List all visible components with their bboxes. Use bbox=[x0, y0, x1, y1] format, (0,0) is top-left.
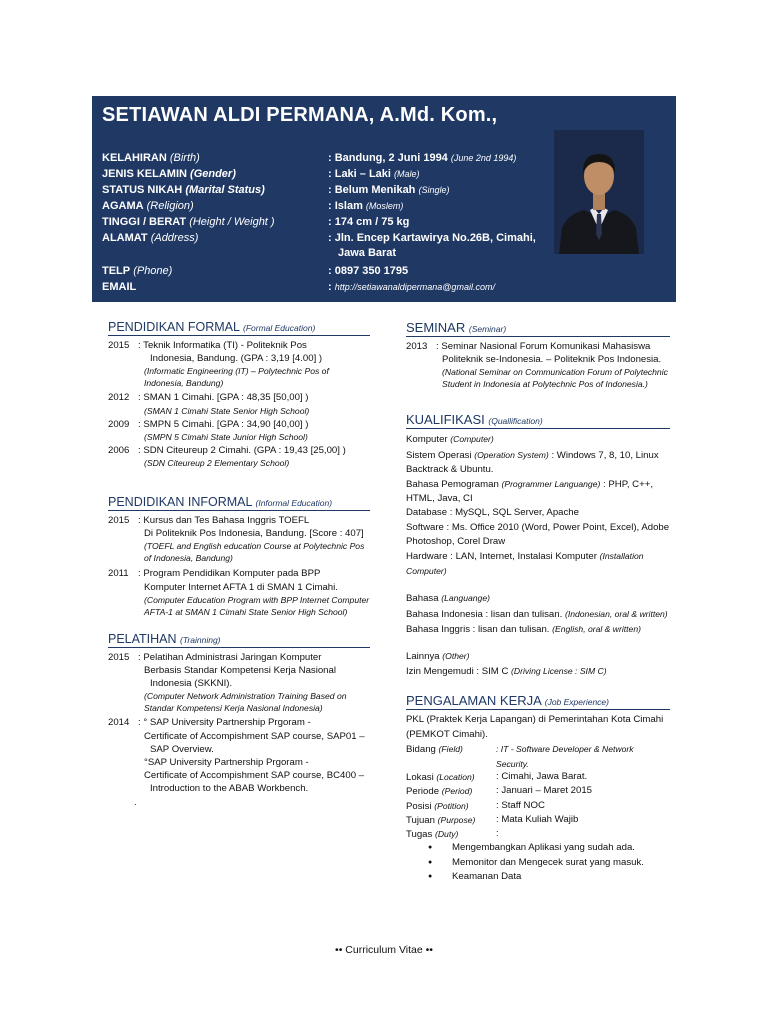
email-link[interactable]: http://setiawanaldipermana@gmail.com/ bbox=[334, 282, 495, 292]
duty-item: ● Mengembangkan Aplikasi yang sudah ada. bbox=[406, 841, 670, 856]
duty-item: ● Memonitor dan Mengecek surat yang masuk. bbox=[406, 856, 670, 871]
language-heading: Bahasa (Languange) bbox=[406, 593, 490, 605]
training-entry: 2015 : Pelatihan Administrasi Jaringan Komputer Berbasis Standar Kompetensi Kerja Nasional Indonesia (SKKNI). (Computer Network Administration Training Based on Standar Kompetensi Kerja Nasional Indonesia) bbox=[108, 651, 347, 714]
right-column bbox=[406, 320, 670, 885]
qualification-item: Database : MySQL, SQL Server, Apache bbox=[406, 507, 579, 519]
formal-entry: 2006 : SDN Citeureup 2 Cimahi. (GPA : 19,43 [25,00] ) (SDN Citeureup 2 Elementary School) bbox=[108, 444, 346, 469]
language-item: Bahasa Inggris : lisan dan tulisan. (English, oral & written) bbox=[406, 623, 641, 635]
header-banner: SETIAWAN ALDI PERMANA, A.Md. Kom., KELAHIRAN (Birth) : Bandung, 2 Juni 1994 (June 2nd 1994) JENIS KELAMIN (Gender) : Laki – Laki (Male) STATUS NIKAH (Marital Status) : Belum Menikah (Single) AGAMA (Religion) : Islam (Moslem) TINGGI / BERAT (Height / Weight ) : 174 cm / 75 kg ALAMAT (Address) : Jln. Encep Kartawirya No.26B, Cimahi, Jawa Barat TELP (Phone) : 0897 350 1795 EMAIL : http://setiawanaldipermana@gmail.com/ bbox=[92, 96, 676, 302]
training-dot: . bbox=[134, 796, 137, 808]
training-title: PELATIHAN (Trainning) bbox=[108, 632, 370, 648]
qualification-item: Bahasa Pemograman (Programmer Languange) : PHP, C++, HTML, Java, CI bbox=[406, 479, 653, 505]
experience-row: Periode (Period) : Januari – Maret 2015 bbox=[406, 785, 592, 798]
duty-item: ● Keamanan Data bbox=[406, 870, 670, 885]
qualification-title: KUALIFIKASI (Quallification) bbox=[406, 412, 670, 429]
formal-entry: 2012 : SMAN 1 Cimahi. [GPA : 48,35 [50,00] ) (SMAN 1 Cimahi State Senior High School) bbox=[108, 392, 310, 416]
formal-education-title: PENDIDIKAN FORMAL (Formal Education) bbox=[108, 320, 370, 336]
experience-row: Tugas (Duty) : bbox=[406, 828, 499, 840]
experience-row: Lokasi (Location) : Cimahi, Jawa Barat. bbox=[406, 771, 588, 784]
profile-photo-illustration bbox=[554, 130, 644, 254]
seminar-title: SEMINAR (Seminar) bbox=[406, 320, 670, 337]
experience-field-row: Bidang (Field) : IT - Software Developer & Network Security. bbox=[406, 743, 634, 770]
experience-title: PENGALAMAN KERJA (Job Experience) bbox=[406, 693, 670, 710]
left-column bbox=[108, 320, 370, 809]
other-heading: Lainnya (Other) bbox=[406, 651, 470, 663]
training-entry: 2014 : ° SAP University Partnership Prgoram - Certificate of Accompishment SAP course, SAP01 – SAP Overview. bbox=[108, 717, 365, 755]
computer-heading: Komputer (Computer) bbox=[406, 434, 494, 446]
informal-education-title: PENDIDIKAN INFORMAL (Informal Education) bbox=[108, 495, 370, 511]
qualification-item: Sistem Operasi (Operation System) : Windows 7, 8, 10, Linux Backtrack & Ubuntu. bbox=[406, 449, 659, 475]
other-item: Izin Mengemudi : SIM C (Driving License : SIM C) bbox=[406, 666, 607, 678]
person-name: SETIAWAN ALDI PERMANA, A.Md. Kom., bbox=[102, 104, 498, 126]
qualification-item: Hardware : LAN, Internet, Instalasi Komputer (Installation Computer) bbox=[406, 551, 644, 577]
experience-intro: PKL (Praktek Kerja Lapangan) di Pemerintahan Kota Cimahi (PEMKOT Cimahi). bbox=[406, 714, 664, 740]
qualification-item: Software : Ms. Office 2010 (Word, Power Point, Excel), Adobe Photoshop, Corel Draw bbox=[406, 521, 670, 547]
footer-caption: •• Curriculum Vitae •• bbox=[335, 944, 433, 956]
experience-row: Tujuan (Purpose) : Mata Kuliah Wajib bbox=[406, 813, 579, 826]
formal-entry: 2015 : Teknik Informatika (TI) - Politeknik Pos Indonesia, Bandung. (GPA : 3,19 [4.00] ) (Informatic Engineering (IT) – Polytechnic Pos of Indonesia, Bandung) bbox=[108, 340, 329, 389]
profile-photo bbox=[554, 130, 644, 254]
formal-entry: 2009 : SMPN 5 Cimahi. [GPA : 34,90 [40,00] ) (SMPN 5 Cimahi State Junior High School) bbox=[108, 418, 309, 442]
informal-entry: 2011 : Program Pendidikan Komputer pada BPP Komputer Internet AFTA 1 di SMAN 1 Cimahi. (Computer Education Program with BPP Internet Computer AFTA-1 at SMAN 1 Cimahi State Senior High School) bbox=[108, 568, 370, 617]
experience-row: Posisi (Potition) : Staff NOC bbox=[406, 799, 545, 812]
language-item: Bahasa Indonesia : lisan dan tulisan. (Indonesian, oral & written) bbox=[406, 608, 668, 620]
training-entry: °SAP University Partnership Prgoram - Certificate of Accompishment SAP course, BC400 – Introduction to the ABAB Workbench. bbox=[144, 757, 365, 795]
seminar-entry: 2013 : Seminar Nasional Forum Komunikasi Mahasiswa Politeknik se-Indonesia. – Politeknik Pos Indonesia. (National Seminar on Communication Forum of Polytechnic Student in Indonesia at Polytechnic Pos of Indonesia.) bbox=[406, 341, 668, 390]
informal-entry: 2015 : Kursus dan Tes Bahasa Inggris TOEFL Di Politeknik Pos Indonesia, Bandung. [Score : 407] (TOEFL and English education Course at Polytechnic Pos of Indonesia, Bandung) bbox=[108, 515, 365, 564]
